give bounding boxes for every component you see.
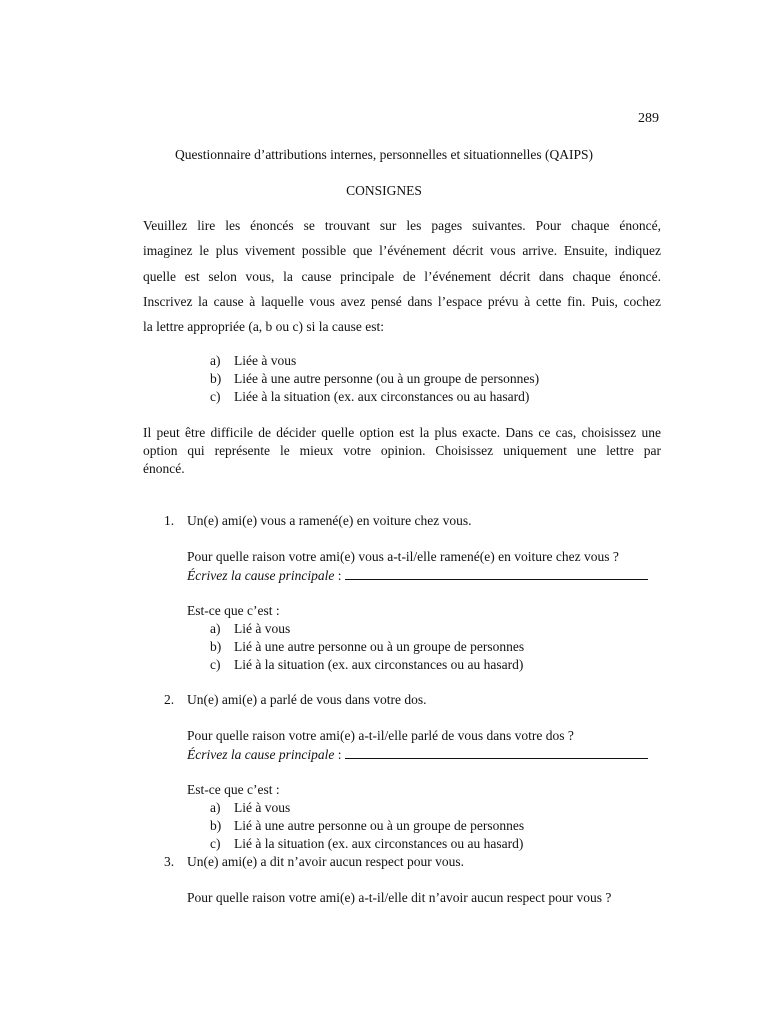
instructions-paragraph: [143, 213, 661, 339]
question-statement: Un(e) ami(e) vous a ramené(e) en voiture chez vous.: [187, 513, 472, 528]
option-text: Lié à une autre personne ou à un groupe de personnes: [234, 818, 525, 833]
note-line: Il peut être difficile de décider quelle option est la plus exacte. Dans ce cas, choisissez une: [143, 425, 661, 440]
instructions-line: Inscrivez la cause à laquelle vous avez pensé dans l’espace prévu à cette fin. Puis, cochez: [143, 293, 661, 309]
question-statement: Un(e) ami(e) a dit n’avoir aucun respect pour vous.: [187, 854, 465, 869]
cause-answer-line[interactable]: [345, 567, 648, 580]
cause-entry: [187, 567, 648, 584]
option-letter: c): [210, 836, 221, 851]
option-text: Lié à vous: [234, 800, 291, 815]
option-text: Lié à vous: [234, 621, 291, 636]
option-letter: c): [210, 389, 221, 404]
consignes-heading: CONSIGNES: [346, 183, 422, 198]
question-number: 3.: [164, 854, 175, 869]
cause-prompt: Écrivez la cause principale: [187, 568, 335, 583]
note-line: énoncé.: [143, 460, 185, 476]
cause-entry: [187, 746, 648, 763]
answer-options: [210, 799, 524, 853]
cause-option: [210, 352, 539, 370]
option-text: Liée à la situation (ex. aux circonstances ou au hasard): [234, 389, 530, 404]
answer-option[interactable]: [210, 817, 524, 835]
question-prompt: Pour quelle raison votre ami(e) a-t-il/elle parlé de vous dans votre dos ?: [187, 728, 574, 743]
question-prompt: Pour quelle raison votre ami(e) vous a-t-il/elle ramené(e) en voiture chez vous ?: [187, 549, 619, 564]
cause-answer-line[interactable]: [345, 746, 648, 759]
cause-option: [210, 388, 539, 406]
page-number: 289: [638, 111, 659, 126]
instructions-line: Veuillez lire les énoncés se trouvant sur les pages suivantes. Pour chaque énoncé,: [143, 218, 661, 233]
answer-option[interactable]: [210, 656, 524, 674]
question-number: 1.: [164, 513, 175, 528]
option-text: Lié à la situation (ex. aux circonstances ou au hasard): [234, 657, 524, 672]
est-ce-que-label: Est-ce que c’est :: [187, 603, 280, 618]
option-letter: c): [210, 657, 221, 672]
answer-options: [210, 620, 524, 674]
cause-options-list: [210, 352, 539, 406]
question-number: 2.: [164, 692, 175, 707]
cause-colon: :: [334, 747, 345, 762]
answer-option[interactable]: [210, 638, 524, 656]
page-title: Questionnaire d’attributions internes, personnelles et situationnelles (QAIPS): [174, 147, 594, 162]
cause-prompt: Écrivez la cause principale: [187, 747, 335, 762]
answer-option[interactable]: [210, 835, 524, 853]
option-letter: b): [210, 371, 222, 386]
cause-option: [210, 370, 539, 388]
option-letter: b): [210, 818, 222, 833]
est-ce-que-label: Est-ce que c’est :: [187, 782, 280, 797]
note-line: option qui représente le mieux votre opinion. Choisissez uniquement une lettre par: [143, 442, 661, 458]
instructions-line: quelle est selon vous, la cause principale de l’événement décrit dans chaque énoncé.: [143, 268, 661, 284]
instructions-line: la lettre appropriée (a, b ou c) si la cause est:: [143, 319, 385, 335]
question-statement: Un(e) ami(e) a parlé de vous dans votre dos.: [187, 692, 427, 707]
answer-option[interactable]: [210, 799, 524, 817]
option-letter: a): [210, 353, 221, 368]
option-text: Lié à une autre personne ou à un groupe de personnes: [234, 639, 525, 654]
cause-colon: :: [334, 568, 345, 583]
option-letter: a): [210, 621, 221, 636]
instructions-line: imaginez le plus vivement possible que l’événement décrit vous arrive. Ensuite, indiquez: [143, 243, 661, 259]
option-letter: b): [210, 639, 222, 654]
option-text: Liée à vous: [234, 353, 297, 368]
note-paragraph: [143, 424, 661, 477]
option-letter: a): [210, 800, 221, 815]
answer-option[interactable]: [210, 620, 524, 638]
question-prompt: Pour quelle raison votre ami(e) a-t-il/elle dit n’avoir aucun respect pour vous ?: [187, 890, 612, 905]
option-text: Liée à une autre personne (ou à un groupe de personnes): [234, 371, 540, 386]
option-text: Lié à la situation (ex. aux circonstances ou au hasard): [234, 836, 524, 851]
